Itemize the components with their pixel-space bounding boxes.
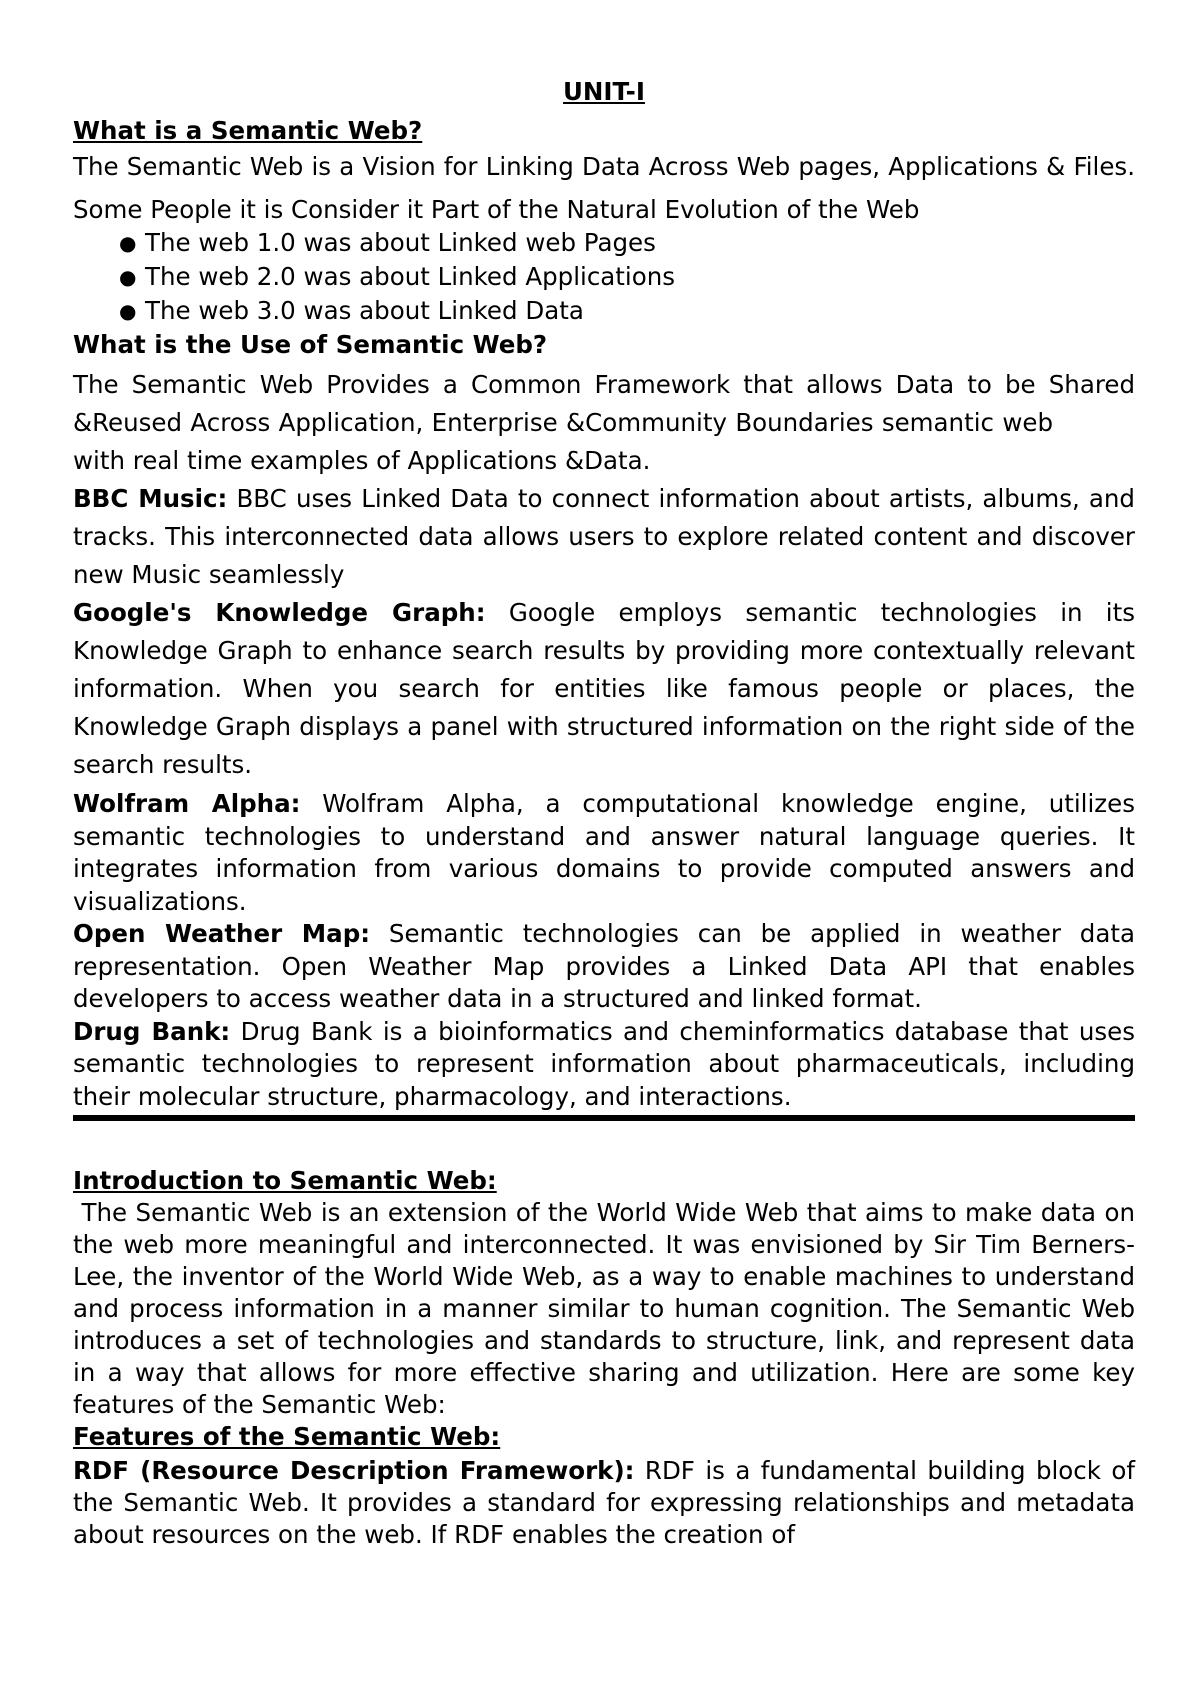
- paragraph-semantic-web-use: The Semantic Web Provides a Common Framework that allows Data to be Shared &Reused Across Application, Enterprise &Community Boundaries semantic webwith real time examples of Applications &Data.: [73, 370, 1135, 475]
- rdf-label: RDF (Resource Description Framework):: [73, 1456, 635, 1485]
- web-versions-list: [73, 226, 1135, 328]
- example-label: Google's Knowledge Graph:: [73, 598, 486, 627]
- example-wolfram-alpha: Wolfram Alpha: Wolfram Alpha, a computational knowledge engine, utilizes semantic technologies to understand and answer natural language queries. It integrates information from various domains to provide computed answers and visualizations.: [73, 789, 1135, 916]
- paragraph-introduction: The Semantic Web is an extension of the World Wide Web that aims to make data on the web more meaningful and interconnected. It was envisioned by Sir Tim Berners-Lee, the inventor of the World Wide Web, as a way to enable machines to understand and process information in a manner similar to human cognition. The Semantic Web introduces a set of technologies and standards to structure, link, and represent data in a way that allows for more effective sharing and utilization. Here are some key features of the Semantic Web:: [73, 1198, 1143, 1419]
- bullet-icon: ●: [119, 231, 137, 255]
- example-bbc-music: BBC Music: BBC uses Linked Data to connect information about artists, albums, and tracks. This interconnected data allows users to explore related content and discover new Music seamlessly: [73, 484, 1135, 589]
- list-item: ● The web 3.0 was about Linked Data: [145, 294, 1135, 328]
- document-page: [73, 70, 1143, 1551]
- paragraph-semantic-web-intro: The Semantic Web is a Vision for Linking Data Across Web pages, Applications & Files. Some People it is Consider it Part of the Natural Evolution of the Web: [73, 152, 1135, 224]
- example-google-knowledge-graph: Google's Knowledge Graph: Google employs semantic technologies in its Knowledge Graph to enhance search results by providing more contextually relevant information. When you search for entities like famous people or places, the Knowledge Graph displays a panel with structured information on the right side of the search results.: [73, 598, 1135, 779]
- paragraph-rdf: RDF (Resource Description Framework): RDF is a fundamental building block of the Semantic Web. It provides a standard for expressing relationships and metadata about resources on the web. If RDF enables the creation of: [73, 1456, 1136, 1549]
- example-label: Wolfram Alpha:: [73, 789, 301, 818]
- example-label: BBC Music:: [73, 484, 228, 513]
- example-open-weather-map: Open Weather Map: Semantic technologies can be applied in weather data representation. Open Weather Map provides a Linked Data API that enables developers to access weather data in a structured and linked format.: [73, 919, 1135, 1013]
- heading-features: Features of the Semantic Web:: [73, 1422, 501, 1451]
- list-item: ● The web 2.0 was about Linked Applications: [145, 260, 1135, 294]
- bullet-icon: ●: [119, 299, 137, 323]
- heading-introduction: Introduction to Semantic Web:: [73, 1166, 497, 1195]
- example-label: Open Weather Map:: [73, 919, 371, 948]
- heading-what-is-semantic-web: What is a Semantic Web?: [73, 116, 423, 145]
- list-item: ● The web 1.0 was about Linked web Pages: [145, 226, 1135, 260]
- example-label: Drug Bank:: [73, 1016, 231, 1046]
- unit-title: UNIT-I: [563, 77, 645, 106]
- example-drug-bank: Drug Bank: Drug Bank is a bioinformatics and cheminformatics database that uses semantic technologies to represent information about pharmaceuticals, including their molecular structure, pharmacology, and interactions.: [73, 1016, 1135, 1111]
- bullet-icon: ●: [119, 265, 137, 289]
- heading-use-of-semantic-web: What is the Use of Semantic Web?: [73, 330, 548, 359]
